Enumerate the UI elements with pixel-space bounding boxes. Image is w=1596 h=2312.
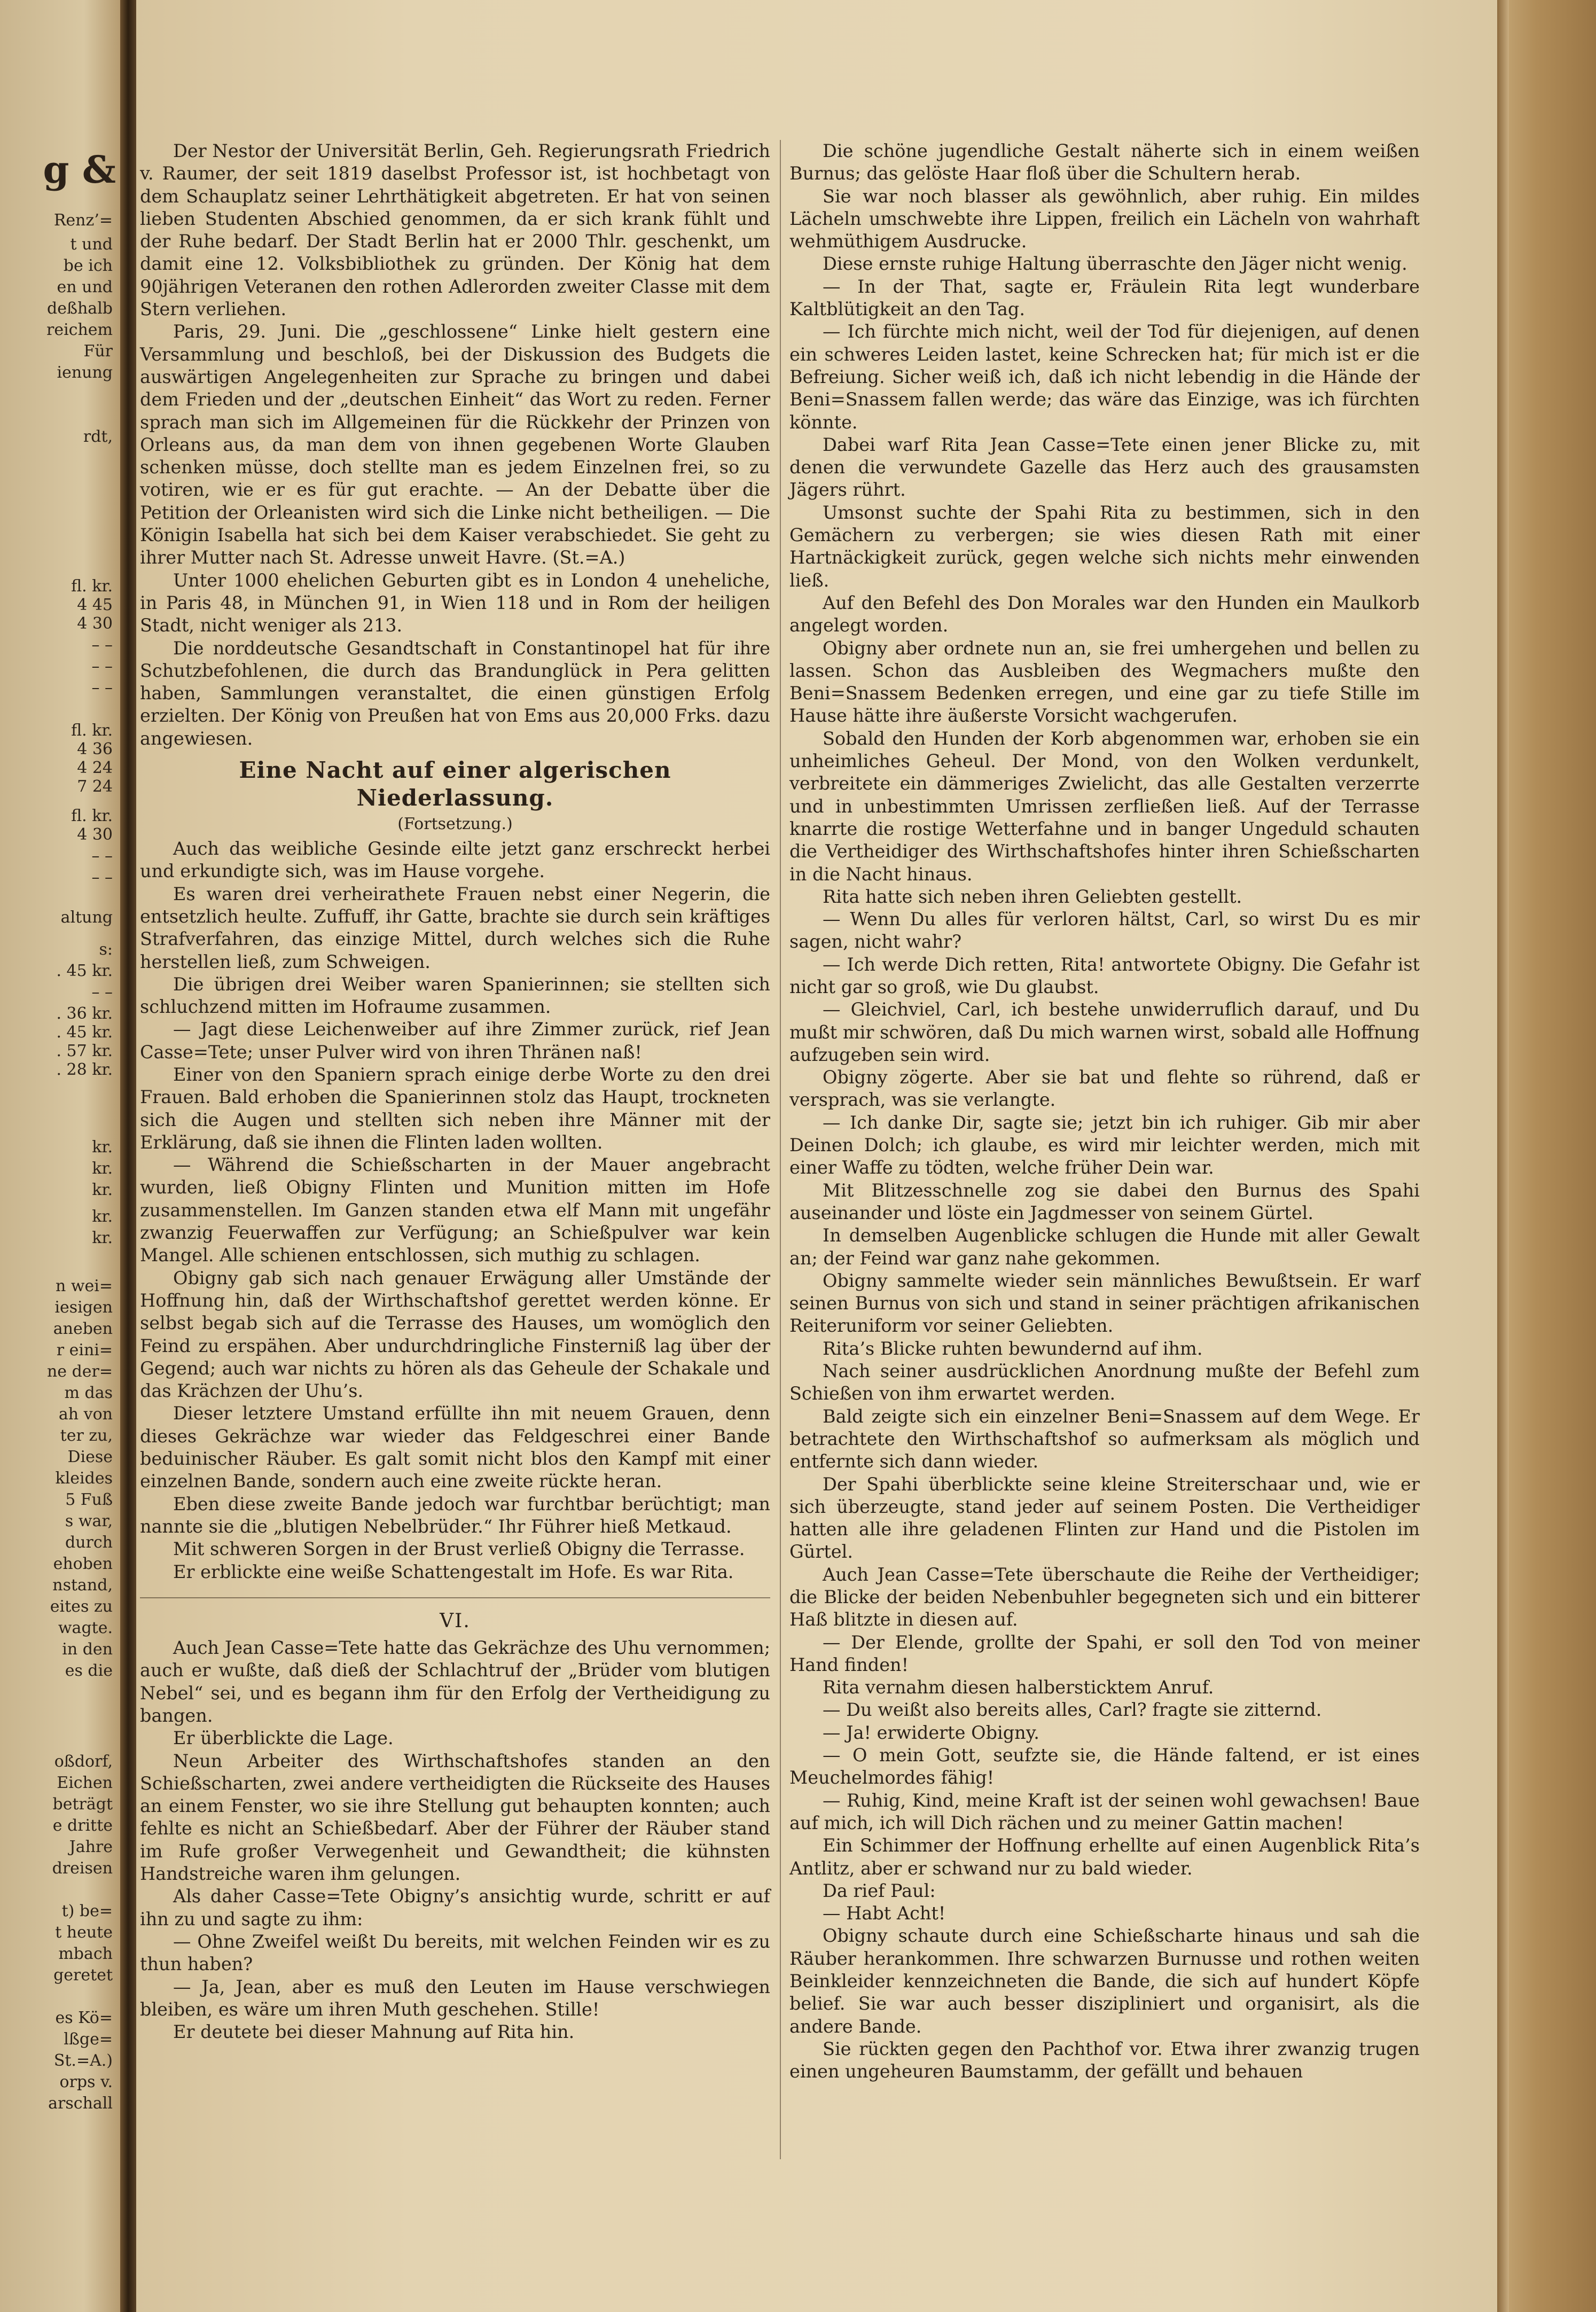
facing-page-fragment: ne der= <box>46 1362 113 1381</box>
facing-page-fragment: m das <box>64 1384 113 1402</box>
facing-page-fragment: Für <box>83 342 113 361</box>
news-constantinople: Die norddeutsche Gesandtschaft in Constantinopel hat für ihre Schutzbefohlenen, die durch das Brandunglück in Pera gelitten haben, Sammlungen veranstaltet, die einen günstigen Erfolg erzielten. Der König von Preußen hat von Ems aus 20,000 Frks. dazu angewiesen. <box>140 637 770 749</box>
left-page-fragment <box>0 0 120 2312</box>
facing-page-fragment: kr. <box>92 1207 113 1226</box>
story-paragraph: Rita vernahm diesen halbersticktem Anruf. <box>823 1677 1214 1698</box>
facing-page-fragment: . 36 kr. <box>56 1004 113 1023</box>
story-paragraph: Neun Arbeiter des Wirthschaftshofes standen an den Schießscharten, zwei andere vertheidigten die Rückseite des Hauses an einem Fenster, wo sie ihre Stellung gut behaupten konnten; auch fehlte es nicht an Schießbedarf. Aber der Führer der Räuber stand im Rufe großer Verwegenheit und Gewandtheit; die kühnsten Handstreiche waren ihm gelungen. <box>140 1750 770 1885</box>
facing-page-fragment: ter zu, <box>60 1426 113 1445</box>
facing-page-fragment: dreisen <box>52 1859 113 1878</box>
story-paragraph: Da rief Paul: <box>823 1880 936 1901</box>
story-paragraph: — Du weißt also bereits alles, Carl? fragte sie zitternd. <box>823 1699 1322 1721</box>
facing-page-fragment: kr. <box>92 1181 113 1199</box>
news-births: Unter 1000 ehelichen Geburten gibt es in London 4 uneheliche, in Paris 48, in München 91, in Wien 118 und in Rom der heiligen Stadt, nicht weniger als 213. <box>140 569 770 636</box>
facing-page-fragment: 4 30 <box>77 614 113 633</box>
facing-page-fragment: ehoben <box>53 1555 113 1573</box>
story-paragraph: — O mein Gott, seufzte sie, die Hände faltend, er ist eines Meuchelmordes fähig! <box>789 1745 1420 1788</box>
facing-page-fragment: – – <box>91 678 113 697</box>
facing-page-fragment: t) be= <box>61 1902 113 1920</box>
facing-page-fragment: eites zu <box>50 1597 113 1616</box>
facing-page-fragment: es die <box>65 1661 113 1680</box>
news-raumer: Der Nestor der Universität Berlin, Geh. Regierungsrath Friedrich v. Raumer, der seit 1819 daselbst Professor ist, ist hochbetagt von dem Schauplatz seiner Lehrthätigkeit abgetreten. Er hat von seinen lieben Studenten Abschied genommen, da er sich krank fühlt und der Ruhe bedarf. Der Stadt Berlin hat er 2000 Thlr. geschenkt, um damit eine 12. Volksbibliothek zu gründen. Der König hat dem 90jährigen Veteranen den rothen Adlerorden zweiter Classe mit dem Stern verliehen. <box>140 140 770 320</box>
story-paragraph: Eben diese zweite Bande jedoch war furchtbar berüchtigt; man nannte sie die „blutigen Nebelbrüder.“ Ihr Führer hieß Metkaud. <box>140 1493 770 1537</box>
story-paragraph: Obigny schaute durch eine Schießscharte hinaus und sah die Räuber herankommen. Ihre schwarzen Burnusse und rothen weiten Beinkleider kennzeichneten die Bande, die sich auf hundert Köpfe belief. Sie war auch besser diszipliniert und organisirt, als die andere Bande. <box>789 1925 1420 2037</box>
story-paragraph: — Habt Acht! <box>823 1903 946 1924</box>
story-paragraph: — Ich werde Dich retten, Rita! antwortete Obigny. Die Gefahr ist nicht gar so groß, wie Du glaubst. <box>789 954 1420 997</box>
story-paragraph: Bald zeigte sich ein einzelner Beni=Snassem auf dem Wege. Er betrachtete den Wirthschaftshof so aufmerksam als möglich und entfernte sich dann wieder. <box>789 1405 1420 1472</box>
facing-page-fragment: be ich <box>63 256 113 275</box>
facing-page-fragment: nstand, <box>52 1576 113 1595</box>
story-paragraph: Auch das weibliche Gesinde eilte jetzt ganz erschreckt herbei und erkundigte sich, was im Hause vorgehe. <box>140 838 770 882</box>
story-paragraph: — Ja, Jean, aber es muß den Leuten im Hause verschwiegen bleiben, es wäre um ihren Muth geschehen. Stille! <box>140 1976 770 2020</box>
story-paragraph: — In der That, sagte er, Fräulein Rita legt wunderbare Kaltblütigkeit an den Tag. <box>789 276 1420 320</box>
facing-page-fragment: beträgt <box>52 1795 113 1814</box>
facing-page-fragment: rdt, <box>83 427 113 446</box>
facing-page-fragment: r eini= <box>56 1341 113 1360</box>
facing-page-fragment: geretet <box>53 1966 113 1985</box>
story-paragraph: Ein Schimmer der Hoffnung erhellte auf einen Augenblick Rita’s Antlitz, aber er schwand nur zu bald wieder. <box>789 1835 1420 1879</box>
story-paragraph: Mit schweren Sorgen in der Brust verließ Obigny die Terrasse. <box>173 1538 745 1560</box>
facing-page-fragment: g & <box>43 147 116 192</box>
facing-page-fragment: t heute <box>55 1923 113 1942</box>
story-paragraph: Der Spahi überblickte seine kleine Streiterschaar und, wie er sich überzeugte, stand jeder auf seinem Posten. Die Vertheidiger hatten alle ihre geladenen Flinten zur Hand und die Pistolen im Gürtel. <box>789 1473 1420 1563</box>
story-paragraph: Obigny zögerte. Aber sie bat und flehte so rührend, daß er versprach, was sie verlangte. <box>789 1067 1420 1111</box>
facing-page-fragment: 4 45 <box>77 596 113 614</box>
story-paragraph: Mit Blitzesschnelle zog sie dabei den Burnus des Spahi auseinander und löste ein Jagdmesser von seinem Gürtel. <box>789 1180 1420 1223</box>
story-paragraph: Einer von den Spaniern sprach einige derbe Worte zu den drei Frauen. Bald erhoben die Spanierinnen stolz das Haupt, trockneten sich die Augen und stellten sich neben ihre Männer mit der Erklärung, daß sie ihnen die Flinten laden wollten. <box>140 1064 770 1153</box>
facing-page-fragment: Eichen <box>57 1774 113 1792</box>
facing-page-fragment: St.=A.) <box>53 2051 113 2070</box>
facing-page-fragment: . 28 kr. <box>56 1060 113 1079</box>
story-paragraph: Sie rückten gegen den Pachthof vor. Etwa ihrer zwanzig trugen einen ungeheuren Baumstamm, der gefällt und behauen <box>789 2038 1420 2082</box>
facing-page-fragment: wagte. <box>58 1619 113 1637</box>
story-paragraph: Auch Jean Casse=Tete überschaute die Reihe der Vertheidiger; die Blicke der beiden Nebenbuhler begegneten sich und ein bitterer Haß blitzte in diesen auf. <box>789 1564 1420 1630</box>
facing-page-fragment: s: <box>99 940 113 959</box>
facing-page-fragment: altung <box>60 908 113 927</box>
story-paragraph: Auch Jean Casse=Tete hatte das Gekrächze des Uhu vernommen; auch er wußte, daß dieß der Schlachtruf der „Brüder vom blutigen Nebel“ sei, und es begann ihm für den Erfolg der Vertheidigung zu bangen. <box>140 1637 770 1726</box>
facing-page-fragment: 4 24 <box>77 759 113 777</box>
facing-page-fragment: fl. kr. <box>71 721 113 740</box>
facing-page-fragment: – – <box>91 657 113 676</box>
left-column <box>140 140 770 2043</box>
facing-page-fragment: iesigen <box>54 1298 113 1317</box>
story-paragraph: — Jagt diese Leichenweiber auf ihre Zimmer zurück, rief Jean Casse=Tete; unser Pulver wird von ihren Thränen naß! <box>140 1019 770 1063</box>
column-divider <box>780 140 781 2159</box>
story-paragraph: Sie war noch blasser als gewöhnlich, aber ruhig. Ein mildes Lächeln umschwebte ihre Lippen, freilich ein Lächeln von wahrhaft wehmüthigem Ausdrucke. <box>789 185 1420 252</box>
story-paragraph: Nach seiner ausdrücklichen Anordnung mußte der Befehl zum Schießen von ihm erwartet werden. <box>789 1361 1420 1404</box>
section-rule <box>140 1597 770 1598</box>
story-paragraph: Auf den Befehl des Don Morales war den Hunden ein Maulkorb angelegt worden. <box>789 592 1420 636</box>
facing-page-fragment: fl. kr. <box>71 807 113 825</box>
facing-page-fragment: kr. <box>92 1229 113 1247</box>
facing-page-fragment: deßhalb <box>46 299 113 318</box>
story-paragraph: — Ruhig, Kind, meine Kraft ist der seinen wohl gewachsen! Baue auf mich, ich will Dich rächen und zu meiner Gattin machen! <box>789 1790 1420 1833</box>
story-paragraph: Er deutete bei dieser Mahnung auf Rita hin. <box>173 2021 575 2043</box>
facing-page-fragment: . 57 kr. <box>56 1042 113 1060</box>
news-paris: Paris, 29. Juni. Die „geschlossene“ Linke hielt gestern eine Versammlung und beschloß, bei der Diskussion des Budgets die auswärtigen Angelegenheiten zur Sprache zu bringen und dabei dem Frieden und der „deutschen Einheit“ das Wort zu reden. Ferner sprach man sich im Allgemeinen für die Rückkehr der Prinzen von Orleans aus, da man dem von ihnen gegebenen Worte Glauben schenken müsse, doch stellte man es jedem Einzelnen frei, so zu votiren, wie er es für gut erachte. — An der Debatte über die Petition der Orleanisten wird sich die Linke nicht betheiligen. — Die Königin Isabella hat sich bei dem Kaiser verabschiedet. Sie geht zu ihrer Mutter nach St. Adresse unweit Havre. (St.=A.) <box>140 321 770 568</box>
story-paragraph: Obigny aber ordnete nun an, sie frei umhergehen und bellen zu lassen. Schon das Ausbleiben des Wegmachers mußte den Beni=Snassem Bedenken erregen, und eine gar zu tiefe Stille im Hause hätte ihre äußerste Vorsicht wachgerufen. <box>789 637 1420 727</box>
story-title: Eine Nacht auf einer algerischen Niederlassung. <box>239 757 671 811</box>
story-paragraph: Dieser letztere Umstand erfüllte ihn mit neuem Grauen, denn dieses Gekrächze war wieder das Feldgeschrei einer Bande beduinischer Räuber. Es galt somit nicht blos den Kampf mit einer einzelnen Bande, sondern auch eine zweite rückte heran. <box>140 1403 770 1492</box>
story-paragraph: Die schöne jugendliche Gestalt näherte sich in einem weißen Burnus; das gelöste Haar floß über die Schultern herab. <box>789 140 1420 184</box>
facing-page-fragment: . 45 kr. <box>56 1023 113 1042</box>
facing-page-fragment: ah von <box>58 1405 113 1424</box>
facing-page-fragment: orps v. <box>59 2073 113 2091</box>
story-paragraph: — Ohne Zweifel weißt Du bereits, mit welchen Feinden wir es zu thun haben? <box>140 1931 770 1975</box>
facing-page-fragment: ienung <box>57 363 113 382</box>
story-paragraph: Diese ernste ruhige Haltung überraschte den Jäger nicht wenig. <box>823 253 1407 275</box>
story-paragraph: Es waren drei verheirathete Frauen nebst einer Negerin, die entsetzlich heulte. Zuffuff, ihr Gatte, brachte sie durch sein kräftiges Strafverfahren, das einzige Mittel, durch welches sich die Ruhe herstellen ließ, zum Schweigen. <box>140 883 770 972</box>
story-paragraph: Die übrigen drei Weiber waren Spanierinnen; sie stellten sich schluchzend mitten im Hofraume zusammen. <box>140 973 770 1018</box>
facing-page-fragment: kr. <box>92 1159 113 1178</box>
facing-page-fragment: in den <box>62 1640 113 1659</box>
story-paragraph: Obigny sammelte wieder sein männliches Bewußtsein. Er warf seinen Burnus von sich und stand in seiner prächtigen afrikanischen Reiteruniform vor seiner Geliebten. <box>789 1270 1420 1337</box>
facing-page-fragment: s war, <box>65 1512 113 1530</box>
facing-page-fragment: 5 Fuß <box>65 1490 113 1509</box>
facing-page-fragment: mbach <box>58 1944 113 1963</box>
facing-page-fragment: – – <box>91 868 113 887</box>
facing-page-fragment: en und <box>57 278 113 296</box>
section-number: VI. <box>440 1610 471 1632</box>
story-paragraph: Umsonst suchte der Spahi Rita zu bestimmen, sich in den Gemächern zu verbergen; sie wies diesen Rath mit einer Hartnäckigkeit zurück, gegen welche sich nichts mehr einwenden ließ. <box>789 502 1420 591</box>
facing-page-fragment: kleides <box>55 1469 113 1488</box>
story-paragraph: Sobald den Hunden der Korb abgenommen war, erhoben sie ein unheimliches Geheul. Der Mond, von den Wolken verdunkelt, verbreitete ein dämmeriges Zwielicht, das alle Gestalten verzerrte und in unbestimmten Umrissen zerfließen ließ. Auf der Terrasse knarrte die rostige Wetterfahne und in banger Ungeduld schauten die Vertheidiger des Wirthschaftshofes hinter ihren Schießscharten in die Nacht hinaus. <box>789 728 1420 885</box>
story-paragraph: In demselben Augenblicke schlugen die Hunde mit aller Gewalt an; der Feind war ganz nahe gekommen. <box>789 1225 1420 1269</box>
facing-page-fragment: kr. <box>92 1138 113 1157</box>
story-subtitle: (Fortsetzung.) <box>397 815 513 834</box>
facing-page-fragment: – – <box>91 636 113 654</box>
facing-page-fragment: Diese <box>67 1448 113 1466</box>
story-paragraph: — Der Elende, grollte der Spahi, er soll den Tod von meiner Hand finden! <box>789 1631 1420 1675</box>
facing-page-fragment: arschall <box>48 2094 113 2113</box>
story-paragraph: Obigny gab sich nach genauer Erwägung aller Umstände der Hoffnung hin, daß der Wirthschaftshof gerettet werden könne. Er selbst begab sich auf die Terrasse des Hauses, um womöglich den Feind zu erspähen. Aber undurchdringliche Finsterniß lag über der Gegend; auch war nichts zu hören als das Geheule der Schakale und das Krächzen der Uhu’s. <box>140 1267 770 1402</box>
page-edge <box>1497 0 1596 2312</box>
facing-page-fragment: fl. kr. <box>71 577 113 596</box>
book-gutter <box>120 0 136 2312</box>
story-paragraph: — Ich danke Dir, sagte sie; jetzt bin ich ruhiger. Gib mir aber Deinen Dolch; ich glaube, es wird mir leichter werden, mich mit einer Waffe zu tödten, welche früher Dein war. <box>789 1112 1420 1178</box>
right-column <box>789 140 1420 2083</box>
facing-page-fragment: – – <box>91 983 113 1002</box>
story-paragraph: — Gleichviel, Carl, ich bestehe unwiderruflich darauf, und Du mußt mir schwören, daß Du mich warnen wirst, sobald alle Hoffnung aufzugeben sein wird. <box>789 999 1420 1065</box>
facing-page-fragment: 4 36 <box>77 740 113 759</box>
facing-page-fragment: e dritte <box>52 1816 113 1835</box>
facing-page-fragment: – – <box>91 847 113 865</box>
story-paragraph: — Wenn Du alles für verloren hältst, Carl, so wirst Du es mir sagen, nicht wahr? <box>789 909 1420 952</box>
facing-page-fragment: 4 30 <box>77 825 113 844</box>
story-paragraph: Er überblickte die Lage. <box>173 1728 394 1749</box>
facing-page-fragment: 7 24 <box>77 777 113 796</box>
facing-page-fragment: durch <box>65 1533 113 1552</box>
facing-page-fragment: oßdorf, <box>54 1752 113 1771</box>
facing-page-fragment: lßge= <box>64 2030 113 2049</box>
story-paragraph: — Ich fürchte mich nicht, weil der Tod für diejenigen, auf denen ein schweres Leiden lastet, keine Schrecken hat; für mich ist er die Befreiung. Sicher weiß ich, daß ich nicht lebendig in die Hände der Beni=Snassem fallen werde; das wäre das Einzige, was ich fürchten könnte. <box>789 321 1420 433</box>
facing-page-fragment: . 45 kr. <box>56 962 113 980</box>
facing-page-fragment: n wei= <box>55 1277 113 1295</box>
facing-page-fragment: t und <box>70 235 113 254</box>
story-paragraph: Als daher Casse=Tete Obigny’s ansichtig wurde, schritt er auf ihn zu und sagte zu ihm: <box>140 1886 770 1930</box>
story-paragraph: — Während die Schießscharten in der Mauer angebracht wurden, ließ Obigny Flinten und Munition mitten im Hofe zusammenstellen. Im Ganzen standen etwa elf Mann mit ungefähr zwanzig Feuerwaffen zur Verfügung; an Schießpulver war kein Mangel. Alle schienen entschlossen, sich muthig zu schlagen. <box>140 1154 770 1266</box>
story-paragraph: Dabei warf Rita Jean Casse=Tete einen jener Blicke zu, mit denen die verwundete Gazelle das Herz auch des grausamsten Jägers rührt. <box>789 434 1420 501</box>
facing-page-fragment: Renz’= <box>53 211 113 230</box>
story-paragraph: — Ja! erwiderte Obigny. <box>823 1722 1039 1743</box>
story-paragraph: Er erblickte eine weiße Schattengestalt im Hofe. Es war Rita. <box>173 1561 734 1582</box>
facing-page-fragment: es Kö= <box>55 2009 113 2027</box>
facing-page-fragment: aneben <box>53 1319 113 1338</box>
story-paragraph: Rita’s Blicke ruhten bewundernd auf ihm. <box>823 1338 1203 1359</box>
facing-page-fragment: reichem <box>46 321 113 339</box>
facing-page-fragment: Jahre <box>69 1838 113 1856</box>
story-paragraph: Rita hatte sich neben ihren Geliebten gestellt. <box>823 886 1242 907</box>
